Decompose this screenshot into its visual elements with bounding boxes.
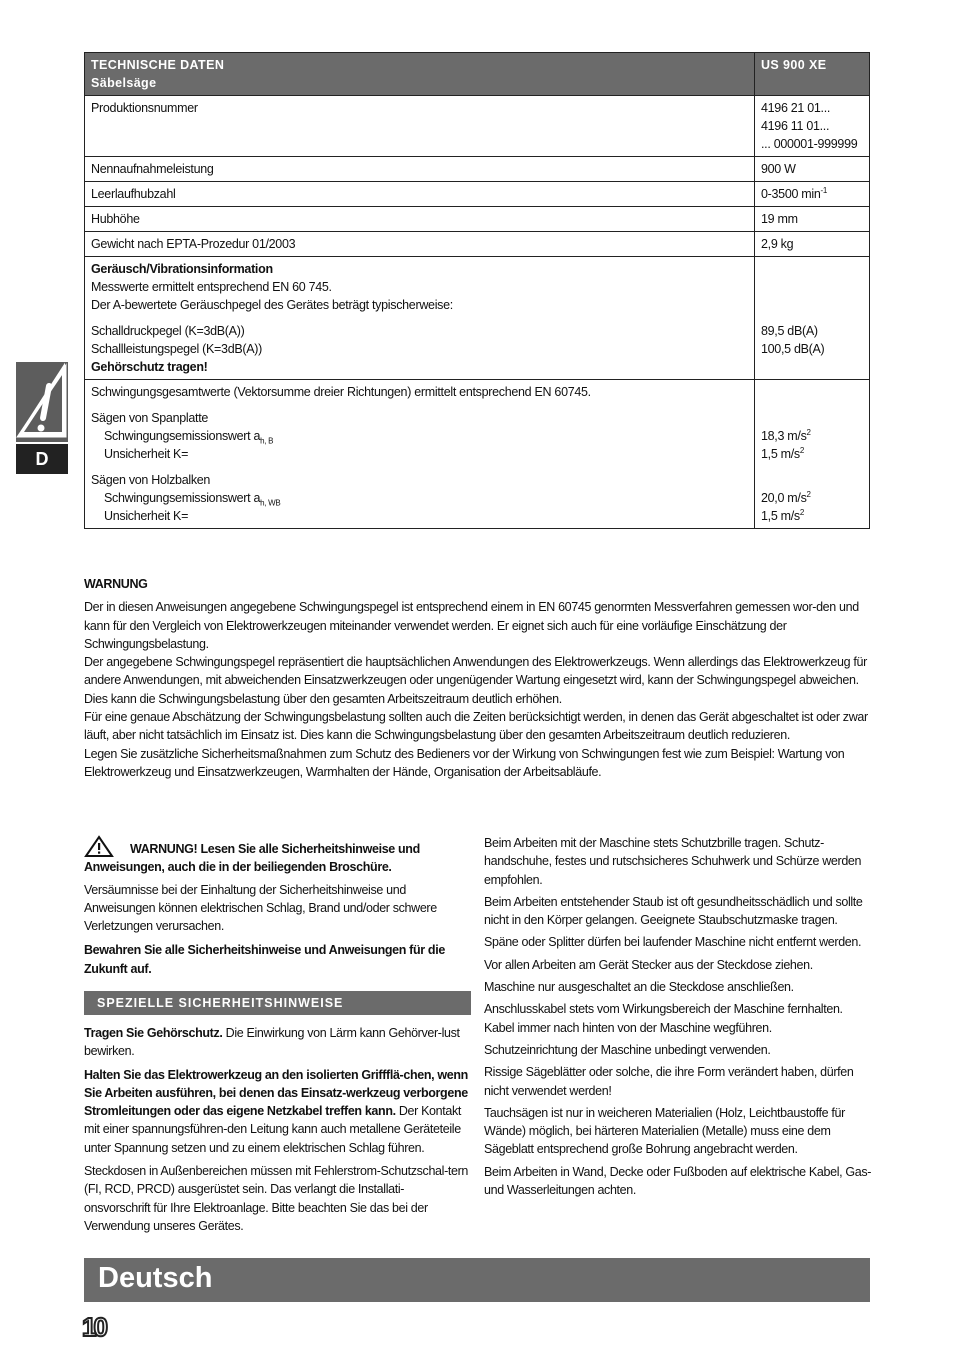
table-row [85, 207, 870, 232]
hearing-protection-bold: Tragen Sie Gehörschutz. [84, 1026, 223, 1040]
language-letter: D [16, 444, 68, 474]
left-column-lower [84, 1024, 470, 1239]
timber-uncertainty-value: 1,5 m/s [761, 509, 800, 523]
table-header-row [85, 53, 870, 96]
table-header-model: US 900 XE [755, 53, 870, 96]
warning-paragraph: Der angegebene Schwingungspegel repräsentiert die hauptsächlichen Anwendungen des Elektrowerkzeugs. Wenn allerdings das Elektrowerkzeug für andere Anwendungen, mit abweichenden Einsatzwerkzeugen oder ungenügender Wartung eingesetzt wird, kann der Schwingungspegel abweichen. Dies kann die Schwingungsbelastung über den gesamten Arbeitszeitraum deutlich erhöhen. [84, 655, 867, 706]
vibration-row [85, 380, 870, 529]
row-label: Hubhöhe [85, 207, 755, 232]
row-label: Leerlaufhubzahl [85, 182, 755, 207]
insulated-grip-bold: Halten Sie das Elektrowerkzeug an den isolierten Griffflä-chen, wenn Sie Arbeiten ausführen, bei denen das Einsatz-werkzeug verborgene Stromleitungen oder das eigene Netzkabel treffen kann. [84, 1067, 468, 1119]
product-number-1: 4196 21 01... [761, 101, 831, 115]
row-value [755, 182, 870, 207]
row-label: Nennaufnahmeleistung [85, 157, 755, 182]
row-value: 900 W [755, 157, 870, 182]
safety-warning-heading-text: WARNUNG! Lesen Sie alle Sicherheitshinweise und Anweisungen, auch die in der beiliegenden Broschüre. [84, 842, 420, 875]
chipboard-emission-value: 18,3 m/s [761, 429, 807, 443]
sound-power-value: 100,5 dB(A) [761, 342, 825, 356]
timber-title: Sägen von Holzbalken [91, 473, 211, 487]
product-number-3: ... 000001-999999 [761, 137, 858, 151]
timber-uncertainty-label: Unsicherheit K= [104, 509, 189, 523]
noise-line2: Der A-bewertete Geräuschpegel des Gerätes beträgt typischerweise: [91, 298, 453, 312]
vibration-warning-title: WARNUNG [84, 577, 148, 591]
timber-emission-label: Schwingungsemissionswert a [104, 491, 261, 505]
right-paragraph: Tauchsägen ist nur in weicheren Materialien (Holz, Leichtbaustoffe für Wände) möglich, bei härteren Materialien (Metalle) muss eine dem Sägeblatt entsprechend große Bohrung angebracht werden. [484, 1105, 845, 1157]
row-value: 2,9 kg [755, 232, 870, 257]
stroke-rate-exponent: -1 [820, 185, 828, 195]
table-row [85, 182, 870, 207]
row-value [755, 96, 870, 157]
special-safety-band: SPEZIELLE SICHERHEITSHINWEISE [84, 991, 471, 1015]
left-paragraph [84, 1024, 470, 1061]
left-paragraph: Steckdosen in Außenbereichen müssen mit Fehlerstrom-Schutzschal-tern (FI, RCD, PRCD) ausgerüstet sein. Das verlangt die Installati-onsvorschrift für Ihre Elektroanlage. Bitte beachten Sie das bei der Verwendung unseres Gerätes. [84, 1164, 469, 1233]
warning-triangle-icon [84, 835, 114, 857]
right-paragraph: Maschine nur ausgeschaltet an die Steckdose anschließen. [484, 980, 794, 995]
warning-paragraph: Der in diesen Anweisungen angegebene Schwingungspegel ist entsprechend einem in EN 60745 genormten Messverfahren gemessen wor-den und kann für den Vergleich von Elektrowerkzeugen miteinander verwendet werden. Er eignet sich auch für eine vorläufige Einschätzung der Schwingungsbelastung. [84, 600, 859, 651]
table-header-title [85, 53, 755, 96]
hearing-protection-note: Gehörschutz tragen! [91, 360, 208, 374]
vibration-label-cell [85, 380, 755, 529]
right-paragraph: Beim Arbeiten in Wand, Decke oder Fußboden auf elektrische Kabel, Gas- und Wasserleitungen achten. [484, 1164, 872, 1198]
row-label: Gewicht nach EPTA-Prozedur 01/2003 [85, 232, 755, 257]
right-paragraph: Späne oder Splitter dürfen bei laufender Maschine nicht entfernt werden. [484, 935, 862, 950]
noise-value-cell [755, 257, 870, 380]
right-paragraph: Schutzeinrichtung der Maschine unbedingt verwenden. [484, 1042, 771, 1057]
chipboard-title: Sägen von Spanplatte [91, 411, 209, 425]
vibration-warning-section [84, 575, 870, 781]
right-column [484, 834, 872, 1203]
side-tab-background [16, 362, 68, 442]
warning-paragraph: Für eine genaue Abschätzung der Schwingungsbelastung sollten auch die Zeiten berücksichtigt werden, in denen das Gerät abgeschaltet ist oder zwar läuft, aber nicht tatsächlich im Einsatz ist. Dies kann die Schwingungsbelastung über den gesamten Arbeitszeitraum deutlich reduzieren. [84, 710, 868, 743]
stroke-rate-value: 0-3500 min [761, 187, 821, 201]
table-row [85, 96, 870, 157]
right-paragraph: Vor allen Arbeiten am Gerät Stecker aus der Steckdose ziehen. [484, 957, 813, 972]
sound-pressure-value: 89,5 dB(A) [761, 324, 818, 338]
warning-paragraph: Legen Sie zusätzliche Sicherheitsmaßnahmen zum Schutz des Bedieners vor der Wirkung von Schwingungen fest wie zum Beispiel: Wartung von Elektrowerkzeug und Einsatzwerkzeugen, Warmhalten der Hände, Organisation der Arbeitsabläufe. [84, 746, 845, 779]
timber-sub: h, WB [260, 498, 281, 508]
language-footer-band [84, 1258, 870, 1302]
left-column [84, 835, 470, 982]
vibration-value-cell [755, 380, 870, 529]
chipboard-uncertainty-label: Unsicherheit K= [104, 447, 189, 461]
left-paragraph [84, 1066, 470, 1157]
unit-exponent: 2 [806, 489, 811, 499]
table-header-line2: Säbelsäge [91, 76, 157, 90]
right-paragraph: Anschlusskabel stets vom Wirkungsbereich der Maschine fernhalten. Kabel immer nach hinten von der Maschine wegführen. [484, 1002, 843, 1035]
technical-data-table [84, 52, 870, 529]
noise-title: Geräusch/Vibrationsinformation [91, 262, 273, 276]
chipboard-uncertainty-value: 1,5 m/s [761, 447, 800, 461]
timber-emission-value: 20,0 m/s [761, 491, 807, 505]
insulated-grip-text: Der Kontakt mit einer spannungsführen-den Leitung kann auch metallene Geräteteile unter Spannung setzen und zu einem elektrischen Schlag führen. [84, 1104, 462, 1155]
warning-triangle-icon [16, 362, 68, 442]
unit-exponent: 2 [799, 507, 805, 517]
sound-pressure-label: Schalldruckpegel (K=3dB(A)) [91, 324, 245, 338]
table-row [85, 232, 870, 257]
page-number: 10 [82, 1312, 105, 1342]
right-paragraph: Rissige Sägeblätter oder solche, die ihre Form verändert haben, dürfen nicht verwendet werden! [484, 1065, 854, 1098]
safety-warning-heading [84, 835, 470, 877]
table-header-line1: TECHNISCHE DATEN [91, 58, 225, 72]
keep-instructions-note: Bewahren Sie alle Sicherheitshinweise und Anweisungen für die Zukunft auf. [84, 943, 445, 976]
footer-language: Deutsch [98, 1262, 213, 1294]
right-paragraph: Beim Arbeiten mit der Maschine stets Schutzbrille tragen. Schutz-handschuhe, festes und rutschsicheres Schuhwerk und Schürze werden empfohlen. [484, 836, 862, 887]
unit-exponent: 2 [799, 445, 805, 455]
row-label: Produktionsnummer [85, 96, 755, 157]
vibration-intro: Schwingungsgesamtwerte (Vektorsumme dreier Richtungen) ermittelt entsprechend EN 60745. [91, 385, 591, 399]
product-number-2: 4196 11 01... [761, 119, 830, 133]
right-paragraph: Beim Arbeiten entstehender Staub ist oft gesundheitsschädlich und sollte nicht in den Körper gelangen. Geeignete Staubschutzmaske tragen. [484, 894, 863, 928]
noise-label-cell [85, 257, 755, 380]
left-paragraph: Versäumnisse bei der Einhaltung der Sicherheitshinweise und Anweisungen können elektrischen Schlag, Brand und/oder schwere Verletzungen verursachen. [84, 882, 437, 934]
language-side-tab [16, 362, 68, 474]
chipboard-sub: h, B [260, 436, 274, 446]
noise-line1: Messwerte ermittelt entsprechend EN 60 745. [91, 280, 332, 294]
sound-power-label: Schallleistungspegel (K=3dB(A)) [91, 342, 263, 356]
hearing-protection-text: Die Einwirkung von Lärm kann Gehörver-lust bewirken. [84, 1026, 460, 1059]
table-row [85, 157, 870, 182]
unit-exponent: 2 [806, 427, 811, 437]
noise-row [85, 257, 870, 380]
row-value: 19 mm [755, 207, 870, 232]
chipboard-emission-label: Schwingungsemissionswert a [104, 429, 261, 443]
